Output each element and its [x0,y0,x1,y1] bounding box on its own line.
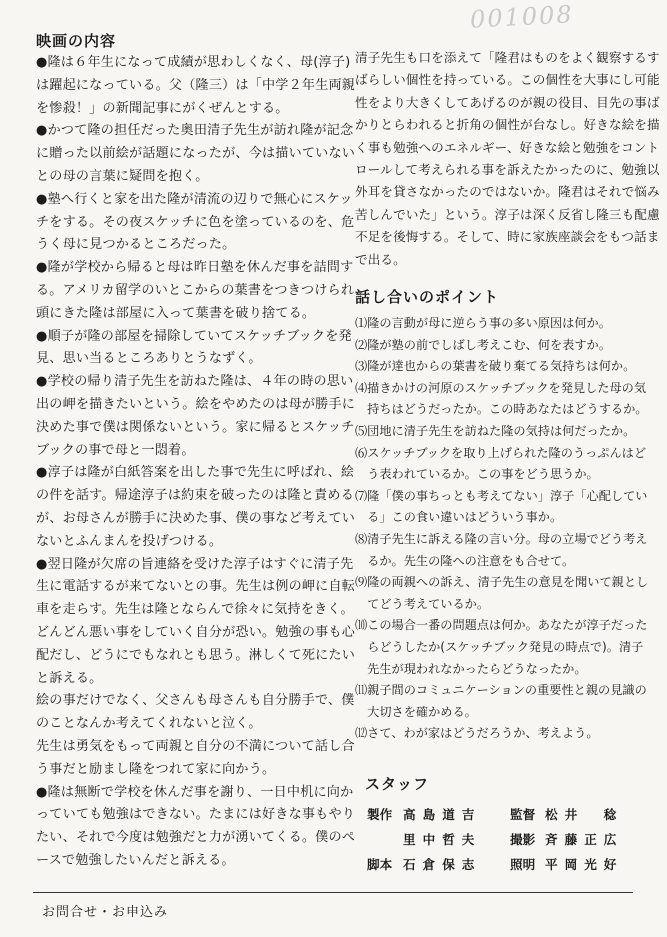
story-line: ースで勉強したいんだと訴える。 [36,853,235,868]
staff-heading: スタッフ [365,775,430,793]
discussion-point: ⑼隆の両親への訴え、清子先生の意見を聞いて親とし [355,575,649,590]
discussion-point: う表われているか。この事をどう思うか。 [355,467,599,482]
staff-name-left: 里中哲夫 [403,832,482,847]
story-line: ●学校の帰り清子先生を訪ねた隆は、４年の時の思い [36,374,354,390]
staff-role-right: 照明 [510,857,536,872]
discussion-point: 先生が現われなかったらどうなったか。 [355,661,587,676]
story-line: と訴える。 [36,670,103,686]
discussion-point: 大切さを確かめる。 [355,704,477,719]
story-line: 車を走らす。先生は隆とならんで徐々に気持をきく。 [36,602,354,618]
discussion-point: ⑽この場合一番の問題点は何か。あなたが淳子だった [355,618,648,633]
archive-stamp: 001008 [469,0,575,34]
story-line: 先生は勇気をもって両親と自分の不満について話し合 [36,739,355,754]
discussion-point: ⑾親子間のコミュニケーションの重要性と親の見識の [355,683,647,698]
story-line: う事だと励まし隆をつれて家に向かう。 [36,761,276,777]
points-heading: 話し合いのポイント [355,288,500,306]
story-line: ●翌日隆が欠席の旨連絡を受けた淳子はすぐに清子先 [36,556,354,572]
story-line: ロールして考えられる事を訴えたかったのに、勉強以 [355,162,660,177]
discussion-point: らどうしたか(スケッチブック発見の時点で)。清子 [355,640,644,654]
story-line: かりとらわれると折角の個性が台なし。好きな絵を描 [355,117,660,133]
story-line: どんどん悪い事をしていく自分が恐い。勉強の事も心 [36,625,356,640]
discussion-point: ⑸団地に清子先生を訪ねた隆の気持は何だったか。 [355,424,636,438]
story-line: 見、思い当るところありとうなずく。 [36,351,262,367]
footer-divider [33,892,633,893]
discussion-point: ⑴隆の言動が母に逆らう事の多い原因は何か。 [355,316,611,330]
story-line: との母の言葉に疑問を抱く。 [36,169,209,184]
story-line: が、お母さんが勝手に決めた事、僕の事など考えてい [36,511,356,526]
staff-name-right: 平岡光好 [545,857,624,872]
story-line: 決めた事で僕は関係ないという。家に帰るとスケッチ [36,419,355,435]
story-line: 絵の事だけでなく、父さんも母さんも自分勝手で、僕 [36,693,355,709]
staff-name-left: 石倉保志 [403,857,482,872]
story-line: を惨殺！」の新聞記事にがくぜんとする。 [36,100,289,116]
story-line: く事も勉強へのエネルギー、好きな絵と勉強をコント [355,139,660,155]
story-line: うく母に見つかるところだった。 [36,237,236,253]
staff-role-right: 監督 [510,807,536,822]
story-line: に贈った以前絵が話題になったが、今は描いていない [36,146,356,162]
story-line: 生に電話するが来てないとの事。先生は例の岬に自転 [36,579,356,595]
discussion-point: るか。先生の隆への注意をも合せて。 [355,553,575,568]
story-line: ばらしい個性を持っている。この個性を大事にし可能 [355,72,660,88]
story-line: 苦しんでいた」という。淳子は深く反省し隆三も配慮 [355,206,660,222]
story-line: ●順子が隆の部屋を掃除していてスケッチブックを発 [36,328,352,344]
story-line: ないとふんまんを投げつける。 [36,533,223,549]
discussion-point: る」この食い違いはどういう事か。 [355,510,563,525]
story-line: 外耳を貸さなかったのではないか。隆君はそれで悩み [355,184,660,200]
story-line: 不足を後悔する。そして、時に家族座談会をもつ話ま [355,229,660,245]
staff-name-right: 松井 稔 [545,807,624,822]
story-line: で出る。 [355,251,406,267]
discussion-point: ⑻清子先生に訴える隆の言い分。母の立場でどう考え [355,532,648,546]
discussion-point: ⑺隆「僕の事ちっとも考えてない」淳子「心配してい [355,488,648,503]
story-line: チをする。その夜スケッチに色を塗っているのを、危 [36,214,355,230]
discussion-point: ⑶隆が達也からの葉書を破り棄てる気持ちは何か。 [355,359,636,374]
story-line: 配だし、どうにでもなれとも思う。淋しくて死にたい [36,647,356,663]
staff-role-left: 製作 [367,807,393,822]
discussion-point: ⑹スケッチブックを取り上げられた隆のうっぷんはど [355,445,647,460]
story-line: っていても勉強はできない。たまには好きな事もやり [36,807,356,823]
story-line: ●塾へ行くと家を出た隆が清流の辺りで無心にスケッ [36,191,353,207]
story-line: のことなんか考えてくれないと泣く。 [36,716,262,732]
story-line: ●隆が学校から帰ると母は昨日塾を休んだ事を詰問す [36,260,354,276]
story-line: ●隆は無断で学校を休んだ事を謝り、一日中机に向か [36,784,354,800]
story-line: る。アメリカ留学のいとこからの葉書をつきつけられ、 [36,283,369,298]
discussion-point: ⑷描きかけの河原のスケッチブックを発見した母の気 [355,380,647,395]
staff-role-left: 脚本 [367,857,393,872]
story-line: 出の岬を描きたいという。絵をやめたのは母が勝手に [36,397,356,412]
staff-role-right: 撮影 [510,832,536,847]
story-line: ●淳子は隆が白紙答案を出した事で先生に呼ばれ、絵 [36,465,355,481]
story-heading: 映画の内容 [36,32,117,50]
staff-name-left: 高島道吉 [403,807,482,822]
story-line: の件を話す。帰途淳子は約束を破ったのは隆と責める [36,488,355,504]
story-line: ブックの事で母と一悶着。 [36,442,195,458]
staff-name-right: 斉藤正広 [545,832,624,847]
story-line: たい、それで今度は勉強だと力が湧いてくる。僕のペ [36,830,356,846]
story-line: ●隆は６年生になって成績が思わしくなく、母(淳子) [36,55,351,70]
discussion-point: 持ちはどうだったか。この時あなたはどうするか。 [355,402,648,417]
discussion-point: ⑵隆が塾の前でしばし考えこむ、何を表すか。 [355,337,611,352]
story-line: 清子先生も口を添えて「隆君はものをよく観察するす [355,50,660,65]
story-line: は躍起になっている。父（隆三）は「中学２年生両親 [36,77,356,93]
story-line: 性をより大きくしてあげるのが親の役目、目先の事ば [355,94,660,110]
story-line: ●かつて隆の担任だった奥田清子先生が訪れ隆が記念 [36,123,354,139]
footer-contact-label: お問合せ・お申込み [42,905,169,920]
discussion-point: ⑿さて、わが家はどうだろうか、考えよう。 [355,726,599,741]
story-line: 頭にきた隆は部屋に入って葉書を破り捨てる。 [36,305,316,321]
discussion-point: てどう考えているか。 [355,596,490,611]
